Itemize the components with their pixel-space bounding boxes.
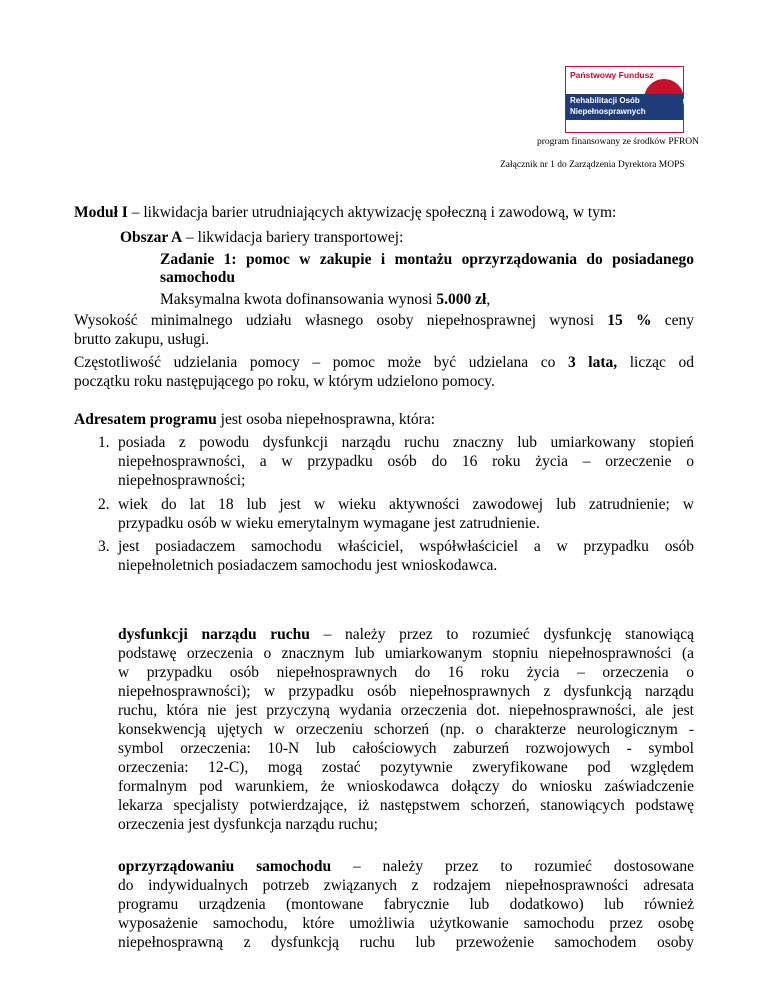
module-heading xyxy=(74,203,616,223)
module-title-rest: – likwidacja barier utrudniających aktywizację społeczną i zawodową, w tym: xyxy=(127,204,617,221)
own-share-value: 15 % xyxy=(607,312,652,329)
frequency-line2: początku roku następującego po roku, w którym udzielono pomocy. xyxy=(74,373,495,390)
max-amount-value: 5.000 zł xyxy=(436,291,487,308)
definition-term: dysfunkcji narządu ruchu xyxy=(118,626,310,643)
task-heading-line1: Zadanie 1: pomoc w zakupie i montażu oprzyrządowania do posiadanego xyxy=(160,251,694,268)
task-heading-line2: samochodu xyxy=(160,269,235,286)
funding-note: program finansowany ze środków PFRON xyxy=(537,137,700,147)
own-share-line2: brutto zakupu, usługi. xyxy=(74,331,210,348)
addressee-label: Adresatem programu xyxy=(74,411,217,428)
module-title: Moduł I xyxy=(74,204,128,221)
area-title-rest: – likwidacja bariery transportowej: xyxy=(182,229,404,246)
pfron-logo xyxy=(565,66,684,133)
definition-term: oprzyrządowaniu samochodu xyxy=(118,858,332,875)
logo-band xyxy=(566,94,683,120)
attachment-note: Załącznik nr 1 do Zarządzenia Dyrektora MOPS xyxy=(500,160,685,170)
addressee-heading: Adresatem programu jest osoba niepełnosprawna, która: xyxy=(74,411,436,428)
frequency-line1: Częstotliwość udzielania pomocy – pomoc może być udzielana co 3 lata, licząc od xyxy=(74,354,694,371)
frequency-value: 3 lata, xyxy=(567,354,618,371)
max-amount: Maksymalna kwota dofinansowania wynosi 5.000 zł, xyxy=(160,291,491,308)
logo-text-line3: Niepełnosprawnych xyxy=(570,107,646,116)
logo-text-line1: Państwowy Fundusz xyxy=(570,70,654,80)
logo-text-line2: Rehabilitacji Osób xyxy=(570,96,640,105)
area-heading xyxy=(120,228,403,248)
area-title: Obszar A xyxy=(120,229,183,246)
own-share-line1: Wysokość minimalnego udziału własnego osoby niepełnosprawnej wynosi 15 % ceny xyxy=(74,312,694,329)
